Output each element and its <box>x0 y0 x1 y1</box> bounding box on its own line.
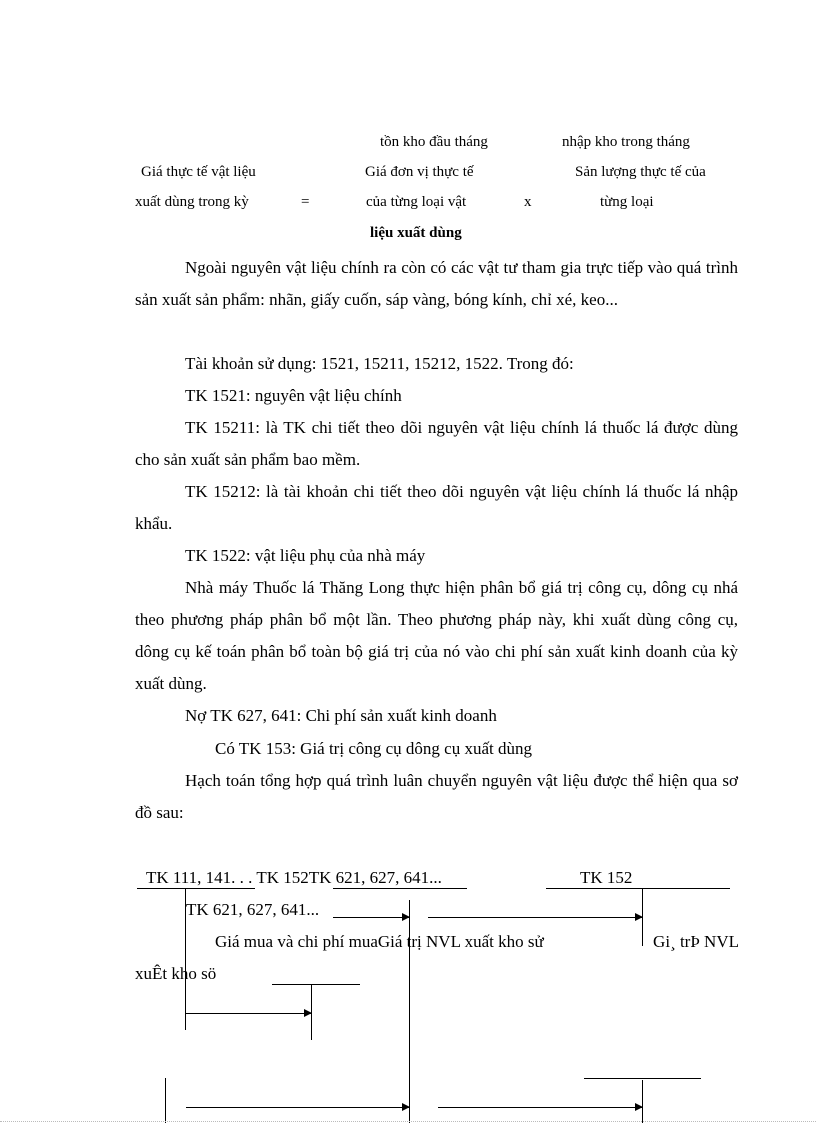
diagram-sub-header: TK 621, 627, 641... <box>186 900 320 919</box>
paragraph-tk-15212: TK 15212: là tài khoản chi tiết theo dõi nguyên vật liệu chính lá thuốc lá nhập khẩu. <box>135 482 738 533</box>
paragraph-accounts-used: Tài khoản sử dụng: 1521, 15211, 15212, 1522. Trong đó: <box>185 354 574 373</box>
formula-times: x <box>524 194 532 210</box>
formula-right-line2: từng loại <box>600 194 654 210</box>
formula-mid-line1: Giá đơn vị thực tế <box>365 164 474 180</box>
formula-equals: = <box>301 194 310 210</box>
paragraph-allocation: Nhà máy Thuốc lá Thăng Long thực hiện phân bổ giá trị công cụ, dông cụ nhá theo phương pháp phân bổ một lần. Theo phương pháp này, khi xuất dùng công cụ, dông cụ kế toán phân bổ toàn bộ giá trị của nó vào chi phí sản xuất kinh doanh của kỳ xuất dùng. <box>135 578 738 693</box>
arrow-to-right-bottom <box>438 1107 642 1108</box>
arrow-to-center-bottom <box>186 1107 409 1108</box>
formula-ton-kho: tồn kho đầu tháng <box>380 134 488 150</box>
paragraph-tk-1522: TK 1522: vật liệu phụ của nhà máy <box>185 546 426 565</box>
paragraph-debit: Nợ TK 627, 641: Chi phí sản xuất kinh doanh <box>185 706 497 725</box>
diagram-label-purchase: Giá mua và chi phí muaGiá trị NVL xuất kho sử <box>215 932 544 951</box>
underline-tk-621-top <box>333 888 467 889</box>
diagram-label-issue: xuÊt kho sö <box>135 964 217 983</box>
formula-mid-line2: của từng loại vật <box>366 194 467 210</box>
hline-bottom-right <box>584 1078 701 1079</box>
paragraph-credit: Có TK 153: Giá trị công cụ dông cụ xuất dùng <box>215 739 532 758</box>
formula-left-line1: Giá thực tế vật liệu <box>141 164 256 180</box>
vline-bottom-left <box>165 1078 166 1123</box>
page-bottom-border <box>0 1121 816 1122</box>
arrow-to-right-top <box>428 917 642 918</box>
underline-tk-111 <box>137 888 255 889</box>
diagram-header-left: TK 111, 141. . . TK 152TK 621, 627, 641... <box>146 868 442 887</box>
paragraph-tk-1521: TK 1521: nguyên vật liệu chính <box>185 386 402 405</box>
formula-right-line1: Sản lượng thực tế của <box>575 164 706 180</box>
formula-nhap-kho: nhập kho trong tháng <box>562 134 690 150</box>
arrow-to-center-top <box>333 917 409 918</box>
arrow-to-inner <box>186 1013 311 1014</box>
diagram-label-value: Gi¸ trÞ NVL <box>653 932 739 951</box>
hline-inner-top <box>272 984 360 985</box>
diagram-header-right: TK 152 <box>580 868 633 887</box>
underline-tk-152-right <box>546 888 730 889</box>
paragraph-diagram-intro: Hạch toán tổng hợp quá trình luân chuyển nguyên vật liệu được thể hiện qua sơ đồ sau: <box>135 771 738 822</box>
formula-left-line2: xuất dùng trong kỳ <box>135 194 249 210</box>
vline-bottom-right <box>642 1080 643 1123</box>
formula-mid-line3: liệu xuất dùng <box>370 225 462 241</box>
paragraph-other-materials: Ngoài nguyên vật liệu chính ra còn có các vật tư tham gia trực tiếp vào quá trình sản xuất sản phẩm: nhãn, giấy cuốn, sáp vàng, bóng kính, chỉ xé, keo... <box>135 258 738 309</box>
paragraph-tk-15211: TK 15211: là TK chi tiết theo dõi nguyên vật liệu chính lá thuốc lá được dùng cho sản xuất sản phẩm bao mềm. <box>135 418 738 469</box>
vline-tk-111 <box>185 888 186 1030</box>
